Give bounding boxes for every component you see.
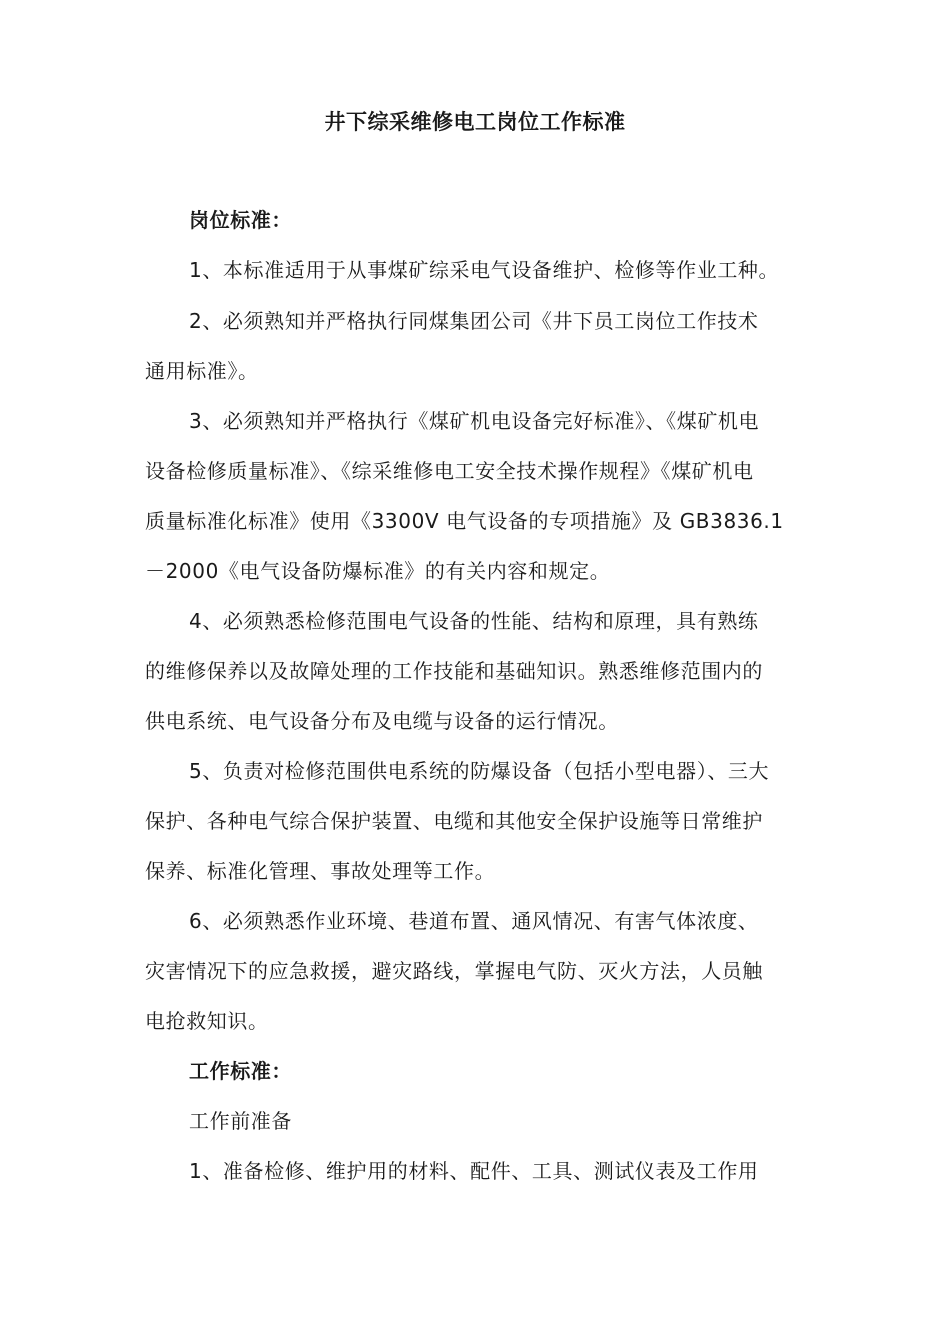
paragraph-line: 电抢救知识。 [145, 1009, 269, 1033]
paragraph-line: 通用标准》。 [145, 359, 259, 383]
paragraph-line: 质量标准化标准》使用《3300V 电气设备的专项措施》及 GB3836.1 [145, 509, 784, 533]
paragraph-line: 供电系统、电气设备分布及电缆与设备的运行情况。 [145, 709, 619, 733]
paragraph-line: 3、必须熟知并严格执行《煤矿机电设备完好标准》、《煤矿机电 [189, 409, 760, 433]
paragraph-line: 6、必须熟悉作业环境、巷道布置、通风情况、有害气体浓度、 [189, 909, 759, 933]
subsection-heading: 工作前准备 [189, 1109, 292, 1133]
paragraph-line: 灾害情况下的应急救援，避灾路线，掌握电气防、灭火方法，人员触 [145, 959, 763, 983]
paragraph-line: 2、必须熟知并严格执行同煤集团公司《井下员工岗位工作技术 [189, 309, 759, 333]
paragraph-line: 的维修保养以及故障处理的工作技能和基础知识。熟悉维修范围内的 [145, 659, 763, 683]
paragraph-line: 设备检修质量标准》、《综采维修电工安全技术操作规程》《煤矿机电 [145, 459, 754, 483]
paragraph-line: 保护、各种电气综合保护装置、电缆和其他安全保护设施等日常维护 [145, 809, 763, 833]
paragraph-line: 1、本标准适用于从事煤矿综采电气设备维护、检修等作业工种。 [189, 258, 780, 282]
document-title: 井下综采维修电工岗位工作标准 [324, 110, 626, 134]
paragraph-line: －2000《电气设备防爆标准》的有关内容和规定。 [145, 559, 611, 583]
section-heading-post-standard: 岗位标准： [189, 208, 292, 232]
paragraph-line: 1、准备检修、维护用的材料、配件、工具、测试仪表及工作用 [189, 1159, 759, 1183]
section-heading-work-standard: 工作标准： [189, 1059, 292, 1083]
paragraph-line: 5、负责对检修范围供电系统的防爆设备（包括小型电器）、三大 [189, 759, 770, 783]
paragraph-line: 4、必须熟悉检修范围电气设备的性能、结构和原理，具有熟练 [189, 609, 759, 633]
paragraph-line: 保养、标准化管理、事故处理等工作。 [145, 859, 496, 883]
